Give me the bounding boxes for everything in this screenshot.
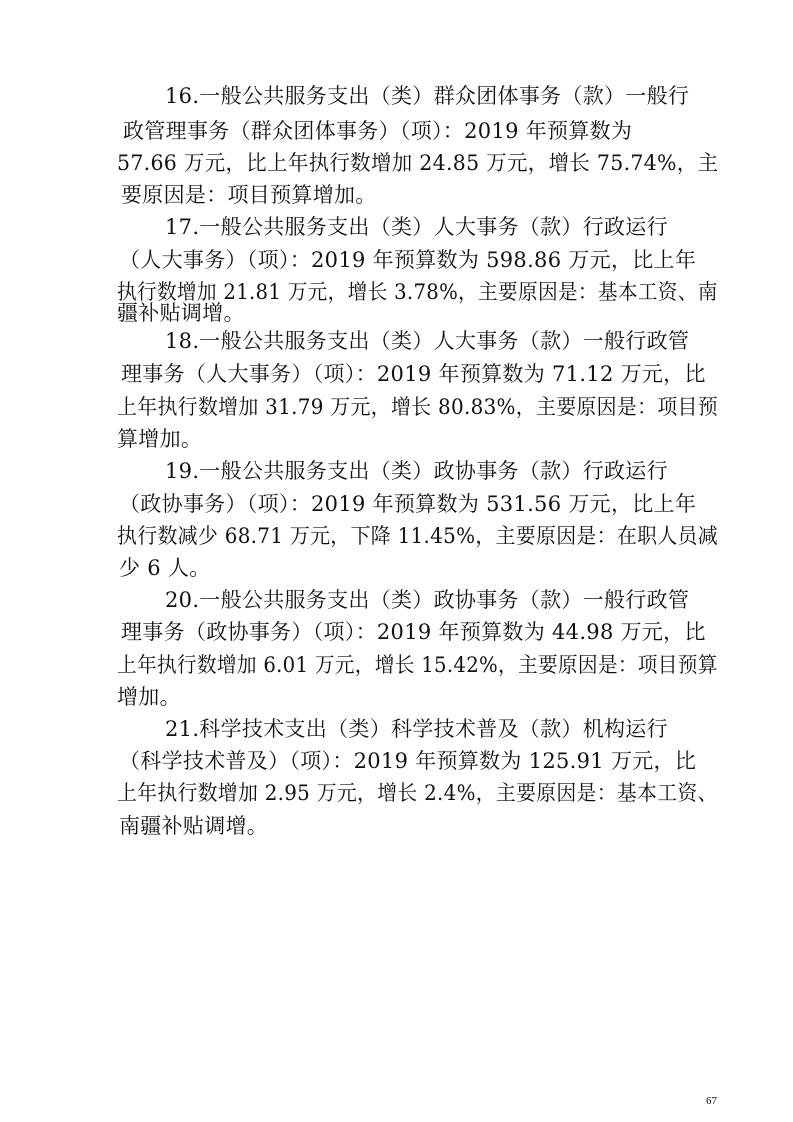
page-number: 67: [706, 1095, 717, 1107]
paragraph-21-line-1: 21.科学技术支出（类）科学技术普及（款）机构运行: [165, 717, 668, 741]
paragraph-19-line-2: （政协事务）（项）：2019 年预算数为 531.56 万元，比上年: [119, 492, 697, 516]
paragraph-20-line-2: 理事务（政协事务）（项）：2019 年预算数为 44.98 万元，比: [121, 620, 706, 644]
paragraph-16-line-1: 16.一般公共服务支出（类）群众团体事务（款）一般行: [165, 84, 690, 108]
paragraph-17-line-3: 执行数增加 21.81 万元，增长 3.78%，主要原因是：基本工资、南: [117, 280, 718, 304]
paragraph-18-line-2: 理事务（人大事务）（项）：2019 年预算数为 71.12 万元，比: [121, 362, 706, 386]
paragraph-18-line-3: 上年执行数增加 31.79 万元，增长 80.83%，主要原因是：项目预: [117, 395, 718, 419]
paragraph-20-line-3: 上年执行数增加 6.01 万元，增长 15.42%，主要原因是：项目预算: [117, 653, 718, 677]
paragraph-21-line-2: （科学技术普及）（项）：2019 年预算数为 125.91 万元，比: [119, 749, 697, 773]
paragraph-19-line-1: 19.一般公共服务支出（类）政协事务（款）行政运行: [165, 459, 668, 483]
paragraph-17-line-2: （人大事务）（项）：2019 年预算数为 598.86 万元，比上年: [119, 248, 697, 272]
paragraph-18-line-4: 算增加。: [117, 427, 203, 451]
paragraph-16-line-2: 政管理事务（群众团体事务）（项）：2019 年预算数为: [123, 119, 633, 143]
paragraph-16-line-3: 57.66 万元，比上年执行数增加 24.85 万元，增长 75.74%，主: [117, 151, 719, 175]
paragraph-20-line-1: 20.一般公共服务支出（类）政协事务（款）一般行政管: [165, 588, 690, 612]
paragraph-21-line-4: 南疆补贴调增。: [119, 814, 269, 838]
paragraph-19-line-3: 执行数减少 68.71 万元，下降 11.45%，主要原因是：在职人员减: [117, 524, 718, 548]
paragraph-16-line-4: 要原因是：项目预算增加。: [121, 183, 377, 207]
paragraph-19-line-4: 少 6 人。: [119, 556, 211, 580]
paragraph-20-line-4: 增加。: [117, 685, 181, 709]
paragraph-17-line-1: 17.一般公共服务支出（类）人大事务（款）行政运行: [165, 215, 668, 239]
paragraph-18-line-1: 18.一般公共服务支出（类）人大事务（款）一般行政管: [165, 329, 690, 353]
paragraph-21-line-3: 上年执行数增加 2.95 万元，增长 2.4%，主要原因是：基本工资、: [117, 781, 718, 805]
paragraph-17-line-4: 疆补贴调增。: [117, 301, 245, 325]
